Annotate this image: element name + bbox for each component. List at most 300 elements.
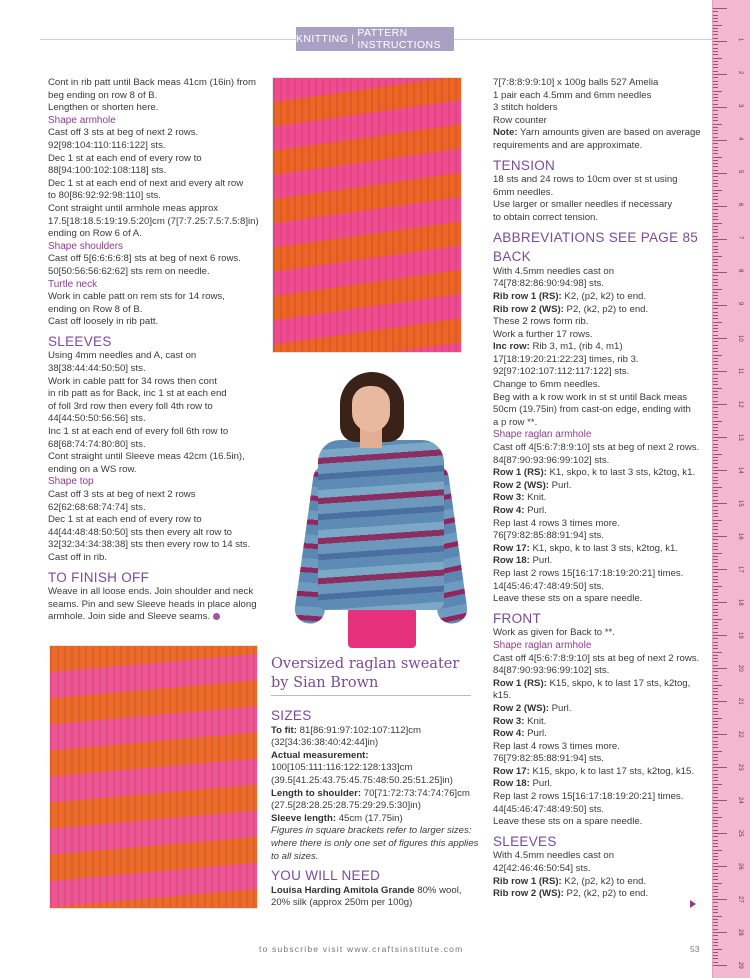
ruler-tick [713, 318, 718, 319]
ruler-tick [713, 790, 718, 791]
ruler-tick [713, 490, 718, 491]
ruler-tick [713, 701, 727, 702]
rib-texture [273, 78, 461, 352]
ruler-tick [713, 533, 718, 534]
front-row-18: Row 18: Purl. [493, 778, 553, 790]
ruler-tick [713, 833, 727, 834]
ruler-tick [713, 467, 718, 468]
ruler-tick [713, 817, 722, 818]
header-rule-left [40, 39, 296, 40]
photo-model-sweater [304, 364, 456, 646]
heading-back: BACK [493, 249, 531, 265]
model-face [352, 386, 390, 432]
ruler-tick [713, 216, 718, 217]
ruler-tick [713, 595, 718, 596]
ruler-number: 26 [737, 863, 743, 870]
ruler-tick [713, 543, 718, 544]
ruler-tick [713, 873, 718, 874]
ruler-tick [713, 157, 722, 158]
ruler-tick [713, 457, 718, 458]
ruler-tick [713, 909, 718, 910]
ruler-tick [713, 529, 718, 530]
ruler-number: 11 [737, 368, 743, 375]
ruler-tick [713, 213, 718, 214]
ruler-tick [713, 952, 718, 953]
ruler-number: 8 [737, 269, 743, 273]
ruler-tick [713, 282, 718, 283]
ruler-tick [713, 345, 718, 346]
heading-finish-off: TO FINISH OFF [48, 569, 150, 585]
ruler-tick [713, 958, 718, 959]
ruler-tick [713, 648, 718, 649]
ruler-tick [713, 315, 718, 316]
ruler-tick [713, 427, 718, 428]
ruler-tick [713, 826, 718, 827]
ruler-tick [713, 424, 718, 425]
ruler-tick [713, 599, 718, 600]
heading-sizes: SIZES [271, 708, 312, 723]
ruler-tick [713, 384, 718, 385]
ruler-tick [713, 388, 722, 389]
ruler-tick [713, 440, 718, 441]
ruler-tick [713, 559, 718, 560]
ruler-tick [713, 638, 718, 639]
ruler-tick [713, 549, 718, 550]
ruler-number: 13 [737, 434, 743, 441]
ruler-tick [713, 325, 718, 326]
footer-subscribe: to subscribe visit www.craftsinstitute.com [259, 944, 464, 954]
ruler-tick [713, 784, 722, 785]
ruler-tick [713, 140, 727, 141]
ruler-tick [713, 836, 718, 837]
length-text: Length to shoulder: 70[71:72:73:74:74:76]cm (27.5[28:28.25:28.75:29:29.5:30]in) [271, 787, 470, 812]
ruler-number: 20 [737, 665, 743, 672]
front-text: Work as given for Back to **. [493, 627, 615, 639]
ruler-tick [713, 685, 722, 686]
ruler-tick [713, 322, 722, 323]
ruler-tick [713, 414, 718, 415]
back-row-18: Row 18: Purl. [493, 555, 553, 567]
ruler-tick [713, 77, 718, 78]
ruler-tick [713, 513, 718, 514]
ruler-tick [713, 619, 722, 620]
back-row-17: Row 17: K1, skpo, k to last 3 sts, k2tog, k1. [493, 542, 679, 554]
ruler-tick [713, 232, 718, 233]
shoulders-text: Cast off 5[6:6:6:6:8] sts at beg of next 6 rows. 50[50:56:56:62:62] sts rem on needle. [48, 253, 241, 277]
ruler-tick [713, 394, 718, 395]
ruler-tick [713, 391, 718, 392]
ruler-tick [713, 8, 727, 9]
ruler-tick [713, 196, 718, 197]
ruler-tick [713, 117, 718, 118]
ruler-tick [713, 447, 718, 448]
front-row-2: Row 2 (WS): Purl. [493, 702, 572, 714]
ruler-tick [713, 727, 718, 728]
ruler-tick [713, 166, 718, 167]
ruler-tick [713, 209, 718, 210]
ruler-tick [713, 747, 718, 748]
actual-measurement-text: Actual measurement: 100[105:111:116:122:128:133]cm (39.5[41.25:43.75:45.75:48:50.25:51.25]in) [271, 749, 453, 786]
ruler-tick [713, 546, 718, 547]
ruler-tick [713, 147, 718, 148]
ruler-tick [713, 556, 718, 557]
armhole-text: Cast off 3 sts at beg of next 2 rows. 92[98:104:110:116:122] sts. Dec 1 st at each end of every row to 88[94:100:102:108:118] sts. Dec 1 st at each end of next and every alt row to 80[86:92:92:98:110] sts. Cont straight until armhole meas approx 17.5[18:18.5:19:19.5:20]cm (7[7:7.25:7.5:7.5:8]in) ending on Row 6 of A. [48, 127, 259, 240]
ruler-number: 23 [737, 764, 743, 771]
ruler-number: 7 [737, 236, 743, 240]
ruler-tick [713, 965, 727, 966]
ruler-tick [713, 569, 727, 570]
ruler-tick [713, 259, 718, 260]
ruler-tick [713, 110, 718, 111]
front-repeat-text: Rep last 4 rows 3 times more. 76[79:82:85:88:91:94] sts. [493, 740, 620, 765]
ruler-tick [713, 612, 718, 613]
ruler-tick [713, 721, 718, 722]
ruler-tick [713, 797, 718, 798]
model-trousers [348, 608, 416, 648]
ruler-tick [713, 562, 718, 563]
ruler-tick [713, 487, 722, 488]
ruler-tick [713, 341, 718, 342]
ruler-tick [713, 38, 718, 39]
subhead-raglan-back: Shape raglan armhole [493, 429, 592, 441]
ruler-tick [713, 285, 718, 286]
ruler-tick [713, 863, 718, 864]
ruler-tick [713, 754, 718, 755]
ruler-tick [713, 523, 718, 524]
model-sweater-body [318, 440, 444, 610]
finish-text: Weave in all loose ends. Join shoulder and neck seams. Pin and sew Sleeve heads in place along armhole. Join side and Sleeve seams. [48, 586, 257, 623]
ruler-tick [713, 289, 722, 290]
ruler-tick [713, 483, 718, 484]
ruler-tick [713, 883, 722, 884]
ruler-number: 28 [737, 929, 743, 936]
ruler-tick [713, 780, 718, 781]
ruler-tick [713, 470, 727, 471]
ruler-tick [713, 962, 718, 963]
ruler-tick [713, 645, 718, 646]
ruler-tick [713, 190, 722, 191]
ruler-tick [713, 625, 718, 626]
ruler-tick [713, 853, 718, 854]
ruler-tick [713, 925, 718, 926]
ruler-tick [713, 358, 718, 359]
ruler-tick [713, 922, 718, 923]
materials-text: 7[7:8:8:9:9:10] x 100g balls 527 Amelia 1 pair each 4.5mm and 6mm needles 3 stitch holders Row counter [493, 77, 659, 126]
ruler-tick [713, 74, 727, 75]
ruler-tick [713, 566, 718, 567]
ruler-tick [713, 143, 718, 144]
ruler-tick [713, 430, 718, 431]
ruler-tick [713, 338, 727, 339]
ruler-tick [713, 173, 727, 174]
heading-sleeves: SLEEVES [48, 333, 112, 349]
ruler-tick [713, 767, 727, 768]
ruler-tick [713, 615, 718, 616]
ruler-tick [713, 949, 722, 950]
ruler-tick [713, 665, 718, 666]
ruler-tick [713, 223, 722, 224]
ruler-tick [713, 510, 718, 511]
ruler-tick [713, 150, 718, 151]
photo-sweater-detail-bottom [49, 645, 258, 909]
pattern-title: Oversized raglan sweater by Sian Brown [271, 656, 460, 691]
ruler-tick [713, 539, 718, 540]
heading-front: FRONT [493, 610, 541, 626]
ruler-tick [713, 655, 718, 656]
ruler-tick [713, 97, 718, 98]
ruler-tick [713, 64, 718, 65]
ruler-tick [713, 553, 722, 554]
ruler-tick [713, 312, 718, 313]
continue-arrow-icon [690, 900, 696, 908]
ruler-tick [713, 348, 718, 349]
ruler-tick [713, 635, 727, 636]
photo-sweater-detail-top [272, 77, 462, 353]
ruler-tick [713, 437, 727, 438]
ruler-tick [713, 18, 718, 19]
back-row-3: Row 3: Knit. [493, 492, 547, 504]
ruler-tick [713, 100, 718, 101]
ruler-tick [713, 51, 718, 52]
ruler-tick [713, 810, 718, 811]
ruler-tick [713, 450, 718, 451]
ruler-tick [713, 368, 718, 369]
ruler-tick [713, 734, 727, 735]
ruler-tick [713, 572, 718, 573]
ruler-number: 6 [737, 203, 743, 207]
ruler-tick [713, 813, 718, 814]
ruler-tick [713, 859, 718, 860]
ruler-tick [713, 718, 722, 719]
ruler-tick [713, 71, 718, 72]
ruler-tick [713, 371, 727, 372]
ruler-tick [713, 850, 722, 851]
front-row-17: Row 17: K15, skpo, k to last 17 sts, k2tog, k15. [493, 765, 695, 777]
ruler-tick [713, 760, 718, 761]
ruler-number: 2 [737, 71, 743, 75]
ruler-tick [713, 160, 718, 161]
section-label: KNITTING [296, 33, 349, 45]
ruler-tick [713, 906, 718, 907]
sizes-note: Figures in square brackets refer to larger sizes: where there is only one set of figures this applies to all sizes. [271, 825, 479, 862]
ruler-tick [713, 661, 718, 662]
ruler-tick [713, 269, 718, 270]
ruler-tick [713, 731, 718, 732]
ruler-tick [713, 275, 718, 276]
ruler-tick [713, 945, 718, 946]
ruler-tick [713, 114, 718, 115]
ruler-tick [713, 642, 718, 643]
ruler-tick [713, 404, 727, 405]
ruler-number: 27 [737, 896, 743, 903]
ruler-tick [713, 473, 718, 474]
ruler-tick [713, 61, 718, 62]
ruler-tick [713, 579, 718, 580]
sleeves-text: Using 4mm needles and A, cast on 38[38:44:44:50:50] sts. Work in cable patt for 34 rows then cont in rib patt as for Back, inc 1 st at each end of foll 3rd row then every foll 4th row to 44[44:50:50:56:56] sts. Inc 1 st at each end of every foll 6th row to 68[68:74:74:80:80] sts. Cont straight until Sleeve meas 42cm (16.5in), ending on a WS row. [48, 350, 245, 475]
back-raglan-text: Cast off 4[5:6:7:8:9:10] sts at beg of next 2 rows. 84[87:90:93:96:99:102] sts. [493, 442, 700, 466]
measuring-ruler [712, 0, 750, 978]
ruler-tick [713, 87, 718, 88]
heading-sleeves-right: SLEEVES [493, 833, 557, 849]
ruler-tick [713, 407, 718, 408]
ruler-number: 22 [737, 731, 743, 738]
ruler-tick [713, 526, 718, 527]
ruler-tick [713, 632, 718, 633]
ruler-tick [713, 892, 718, 893]
ruler-tick [713, 737, 718, 738]
ruler-tick [713, 714, 718, 715]
ruler-tick [713, 681, 718, 682]
front-final-text: Rep last 2 rows 15[16:17:18:19:20:21] times. 44[45:46:47:48:49:50] sts. Leave these sts on a spare needle. [493, 791, 684, 828]
ruler-tick [713, 374, 718, 375]
ruler-tick [713, 869, 718, 870]
ruler-tick [713, 652, 722, 653]
back-row-2: Row 2 (WS): Purl. [493, 479, 572, 491]
ruler-tick [713, 21, 718, 22]
ruler-number: 14 [737, 467, 743, 474]
ruler-tick [713, 193, 718, 194]
ruler-tick [713, 889, 718, 890]
ruler-number: 18 [737, 599, 743, 606]
ruler-tick [713, 460, 718, 461]
ruler-tick [713, 724, 718, 725]
column-left [48, 77, 263, 624]
heading-tension: TENSION [493, 157, 556, 173]
front-row-1: Row 1 (RS): K15, skpo, k to last 17 sts, k2tog, k15. [493, 677, 691, 702]
ruler-tick [713, 246, 718, 247]
ruler-tick [713, 856, 718, 857]
ruler-tick [713, 764, 718, 765]
ruler-number: 29 [737, 962, 743, 969]
ruler-tick [713, 896, 718, 897]
ruler-tick [713, 124, 722, 125]
ruler-number: 9 [737, 302, 743, 306]
ruler-tick [713, 120, 718, 121]
ruler-tick [713, 256, 722, 257]
ruler-tick [713, 104, 718, 105]
ruler-tick [713, 477, 718, 478]
ruler-tick [713, 939, 718, 940]
ruler-tick [713, 698, 718, 699]
ruler-tick [713, 81, 718, 82]
ruler-tick [713, 694, 718, 695]
page-number: 53 [690, 944, 700, 954]
ruler-tick [713, 48, 718, 49]
subsection-label: PATTERN INSTRUCTIONS [357, 27, 441, 51]
ruler-tick [713, 463, 718, 464]
ruler-tick [713, 942, 718, 943]
sleeves-cast-on-text: With 4.5mm needles cast on 42[42:46:46:50:54] sts. [493, 850, 615, 875]
ruler-tick [713, 417, 718, 418]
ruler-tick [713, 279, 718, 280]
ruler-tick [713, 292, 718, 293]
ruler-tick [713, 411, 718, 412]
ruler-tick [713, 751, 722, 752]
ruler-tick [713, 308, 718, 309]
front-row-4: Row 4: Purl. [493, 728, 547, 740]
title-rule [271, 695, 471, 696]
ruler-tick [713, 929, 718, 930]
ruler-tick [713, 302, 718, 303]
ruler-tick [713, 932, 727, 933]
ruler-tick [713, 351, 718, 352]
ruler-tick [713, 11, 718, 12]
ruler-tick [713, 602, 727, 603]
ruler-tick [713, 658, 718, 659]
ruler-number: 16 [737, 533, 743, 540]
ruler-tick [713, 955, 718, 956]
ruler-number: 19 [737, 632, 743, 639]
ruler-tick [713, 153, 718, 154]
yarn-text: Louisa Harding Amitola Grande 80% wool, 20% silk (approx 250m per 100g) [271, 884, 462, 909]
ruler-number: 3 [737, 104, 743, 108]
ruler-tick [713, 364, 718, 365]
ruler-tick [713, 361, 718, 362]
ruler-tick [713, 912, 718, 913]
back-row-4: Row 4: Purl. [493, 505, 547, 516]
ruler-tick [713, 820, 718, 821]
ruler-tick [713, 31, 718, 32]
to-fit-text: To fit: 81[86:91:97:102:107:112]cm (32[34:36:38:40:42:44]in) [271, 724, 422, 749]
subhead-shape-shoulders: Shape shoulders [48, 240, 124, 252]
ruler-tick [713, 668, 727, 669]
ruler-tick [713, 919, 718, 920]
ruler-tick [713, 480, 718, 481]
ruler-tick [713, 67, 718, 68]
back-rib-row-2: Rib row 2 (WS): P2, (k2, p2) to end. [493, 303, 649, 315]
ruler-tick [713, 335, 718, 336]
ruler-tick [713, 54, 718, 55]
ruler-tick [713, 935, 718, 936]
ruler-tick [713, 711, 718, 712]
ruler-tick [713, 704, 718, 705]
ruler-tick [713, 239, 727, 240]
ruler-tick [713, 229, 718, 230]
ruler-tick [713, 879, 718, 880]
sleeves-rib-row-1: Rib row 1 (RS): K2, (p2, k2) to end. [493, 875, 647, 887]
ruler-tick [713, 886, 718, 887]
ruler-tick [713, 262, 718, 263]
ruler-tick [713, 94, 718, 95]
front-row-3: Row 3: Knit. [493, 715, 547, 727]
ruler-tick [713, 401, 718, 402]
ruler-tick [713, 199, 718, 200]
ruler-tick [713, 44, 718, 45]
ruler-tick [713, 183, 718, 184]
ruler-tick [713, 800, 727, 801]
ruler-tick [713, 41, 727, 42]
ruler-number: 10 [737, 335, 743, 342]
column-middle [271, 703, 486, 910]
ruler-tick [713, 744, 718, 745]
ruler-tick [713, 252, 718, 253]
ruler-tick [713, 803, 718, 804]
back-inc-row: Inc row: Rib 3, m1, (rib 4, m1) 17[18:19:20:21:22:23] times, rib 3. 92[97:102:107:112:117:122] sts. Change to 6mm needles. Beg with a k row work in st st until Back meas 50cm (19.75in) from cast-on edge, ending with a p row **. [493, 341, 691, 428]
ruler-number: 5 [737, 170, 743, 174]
ruler-tick [713, 688, 718, 689]
ruler-number: 25 [737, 830, 743, 837]
turtle-neck-text: Work in cable patt on rem sts for 14 rows, ending on Row 8 of B. Cast off loosely in rib patt. [48, 291, 225, 328]
ruler-tick [713, 34, 718, 35]
subhead-shape-armhole: Shape armhole [48, 114, 116, 126]
ruler-tick [713, 305, 727, 306]
ruler-number: 17 [737, 566, 743, 573]
ruler-tick [713, 226, 718, 227]
ruler-tick [713, 15, 718, 16]
ruler-tick [713, 741, 718, 742]
ruler-tick [713, 130, 718, 131]
ruler-tick [713, 843, 718, 844]
